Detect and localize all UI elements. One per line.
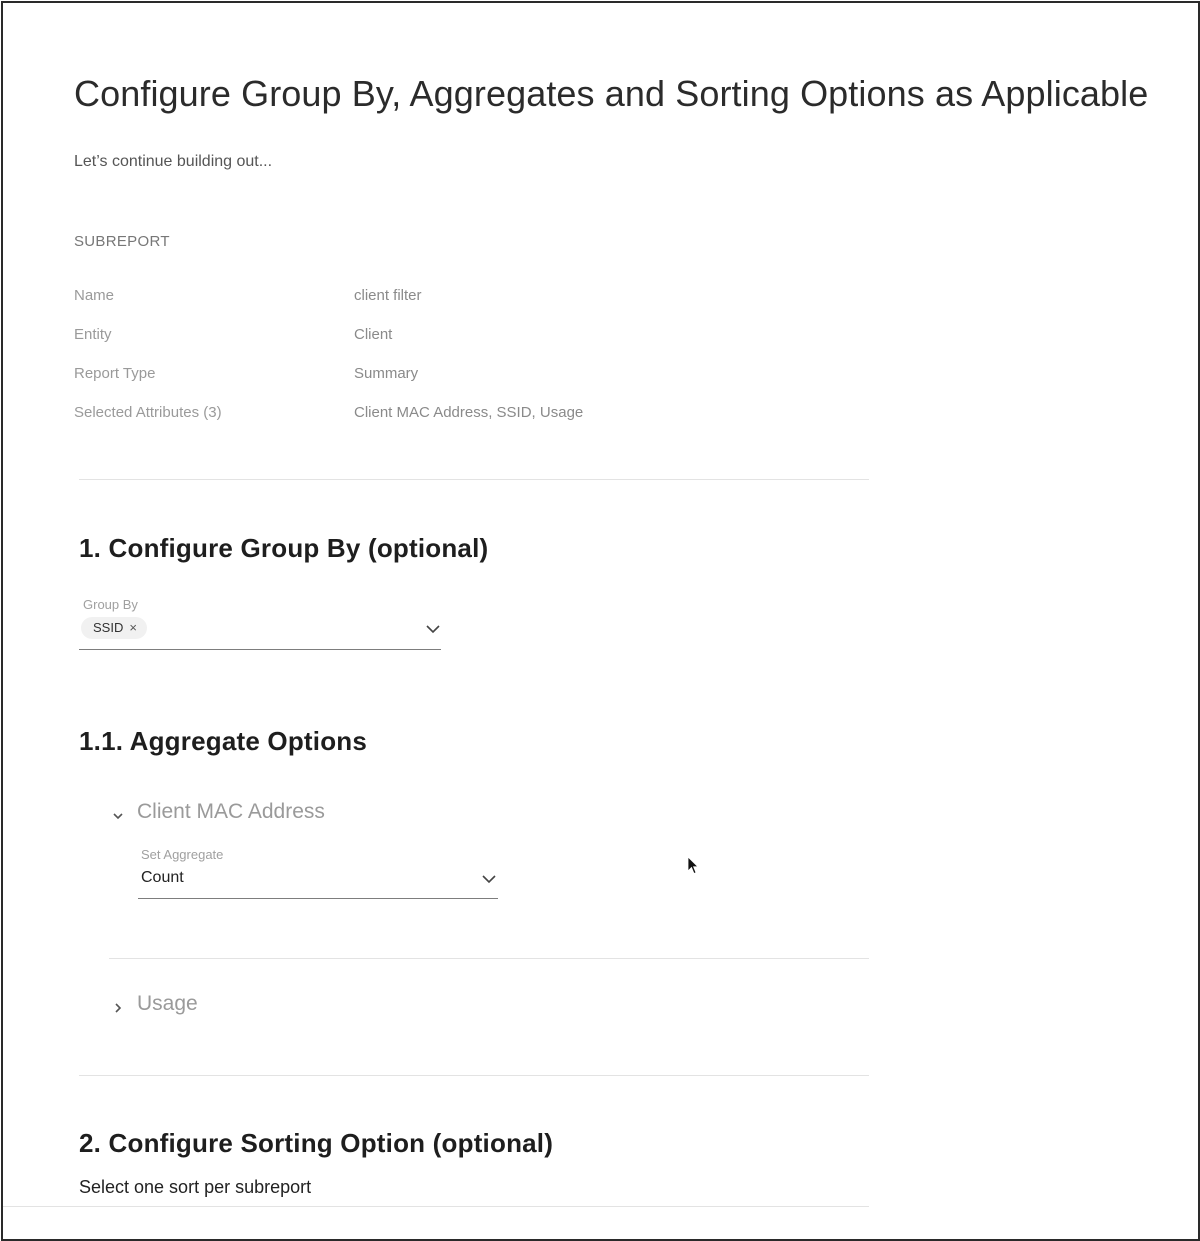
mouse-pointer-icon — [687, 856, 699, 881]
chip-remove-icon[interactable]: × — [129, 620, 137, 635]
sorting-description: Select one sort per subreport — [79, 1177, 312, 1197]
group-by-chip-ssid — [81, 617, 147, 639]
sorting-divider — [3, 1206, 869, 1207]
chevron-down-icon — [111, 805, 125, 819]
summary-key: Selected Attributes (3) — [74, 404, 222, 421]
chip-label: SSID — [93, 620, 124, 635]
group-by-heading: 1. Configure Group By (optional) — [79, 533, 489, 563]
chevron-right-icon — [111, 997, 125, 1011]
summary-value: Client MAC Address, SSID, Usage — [354, 404, 584, 421]
page-subtitle: Let’s continue building out... — [74, 153, 273, 170]
summary-key: Entity — [74, 326, 112, 343]
group-by-select[interactable] — [79, 613, 441, 650]
aggregate-item-label: Usage — [137, 992, 198, 1015]
aggregate-heading: 1.1. Aggregate Options — [79, 726, 368, 756]
summary-value: client filter — [354, 287, 422, 304]
subreport-section-label: SUBREPORT — [74, 233, 170, 250]
page-title: Configure Group By, Aggregates and Sorting Options as Applicable — [74, 73, 1149, 114]
aggregate-item-client-mac[interactable] — [111, 800, 325, 824]
aggregate-item-label: Client MAC Address — [137, 800, 325, 823]
chevron-down-icon[interactable] — [481, 871, 497, 887]
summary-key: Report Type — [74, 365, 156, 382]
section-divider — [79, 479, 869, 480]
summary-key: Name — [74, 287, 115, 304]
chevron-down-icon[interactable] — [425, 621, 441, 637]
summary-value: Client — [354, 326, 393, 343]
set-aggregate-value: Count — [141, 869, 184, 886]
aggregate-divider — [109, 958, 869, 959]
summary-value: Summary — [354, 365, 419, 382]
section-divider — [79, 1075, 869, 1076]
set-aggregate-select[interactable] — [138, 865, 498, 899]
sorting-heading: 2. Configure Sorting Option (optional) — [79, 1128, 554, 1158]
group-by-label: Group By — [83, 597, 138, 612]
aggregate-item-usage[interactable] — [111, 992, 198, 1016]
report-wizard-frame — [1, 1, 1200, 1241]
set-aggregate-label: Set Aggregate — [141, 847, 224, 862]
